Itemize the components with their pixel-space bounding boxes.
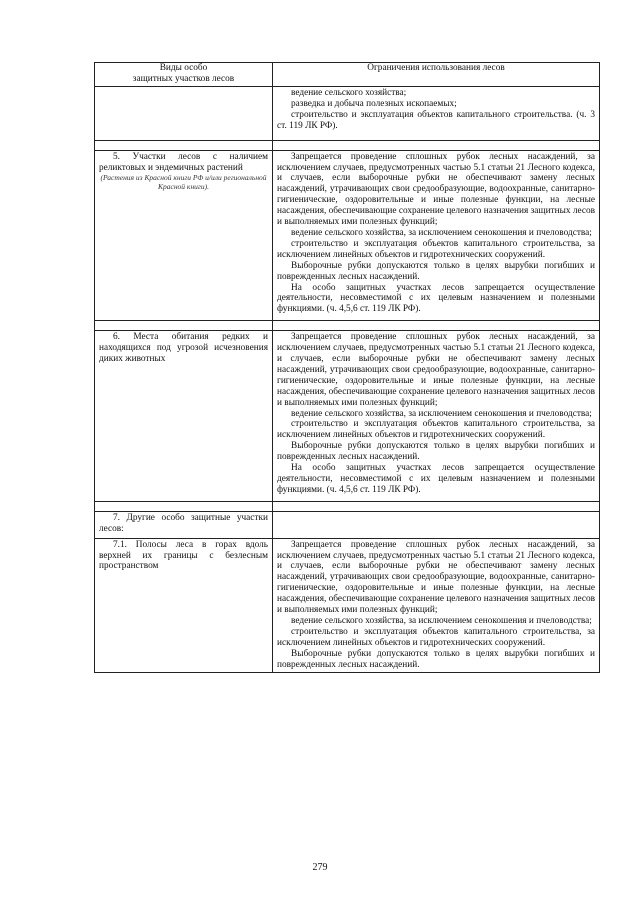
row7-name: 7. Другие особо защитные участки лесов: bbox=[99, 512, 268, 534]
paragraph: строительство и эксплуатация объектов капитального строительства, за исключением линейных объектов и гидротехнических сооружений. bbox=[277, 626, 595, 648]
row-spacer bbox=[95, 501, 600, 511]
header-col1-text: Виды особо защитных участков лесов bbox=[132, 63, 235, 84]
paragraph: разведка и добыча полезных ископаемых; bbox=[291, 98, 457, 109]
header-restrictions bbox=[273, 63, 600, 87]
row7-restrictions-cell bbox=[273, 511, 600, 538]
header-forest-types bbox=[95, 63, 273, 87]
row6-name: 6. Места обитания редких и находящихся под угрозой исчезновения диких животных bbox=[99, 332, 268, 365]
continuation-restrictions-cell bbox=[273, 87, 600, 141]
row6-name-cell bbox=[95, 331, 273, 502]
paragraph: На особо защитных участках лесов запрещается осуществление деятельности, несовместимой с их целевым назначением и полезными функциями. (ч. 4,5,6 ст. 119 ЛК РФ). bbox=[277, 463, 595, 495]
table-row-6 bbox=[95, 331, 600, 502]
row71-name-cell bbox=[95, 538, 273, 672]
row5-restrictions-cell bbox=[273, 150, 600, 321]
row-spacer bbox=[95, 321, 600, 331]
table-row-7-1 bbox=[95, 538, 600, 672]
continuation-name-cell bbox=[95, 87, 273, 141]
row71-restrictions-cell bbox=[273, 538, 600, 672]
table-row-7 bbox=[95, 511, 600, 538]
paragraph: Выборочные рубки допускаются только в целях вырубки погибших и поврежденных лесных насаждений. bbox=[277, 441, 595, 463]
paragraph: ведение сельского хозяйства, за исключением сенокошения и пчеловодства; bbox=[291, 408, 592, 419]
row-spacer bbox=[95, 140, 600, 150]
paragraph: ведение сельского хозяйства, за исключением сенокошения и пчеловодства; bbox=[291, 227, 592, 238]
header-col2-text: Ограничения использования лесов bbox=[367, 63, 505, 73]
paragraph: Запрещается проведение сплошных рубок лесных насаждений, за исключением случаев, предусмотренных частью 5.1 статьи 21 Лесного кодекса, и случаев, если выборочные рубки не обеспечивают замену лесных насаждений, утрачивающих свои средообразующие, водоохранные, санитарно-гигиенические, оздоровительные и иные полезные функции, на лесные насаждения, обеспечивающие сохранение целевого назначения защитных лесов и выполняемых ими полезных функций; bbox=[277, 151, 595, 228]
row7-name-cell bbox=[95, 511, 273, 538]
paragraph: строительство и эксплуатация объектов капитального строительства. (ч. 3 ст. 119 ЛК РФ). bbox=[277, 109, 595, 131]
row5-name-cell bbox=[95, 150, 273, 321]
table-header-row bbox=[95, 63, 600, 87]
row5-name: 5. Участки лесов с наличием реликтовых и эндемичных растений bbox=[99, 151, 268, 173]
paragraph: ведение сельского хозяйства; bbox=[291, 88, 407, 98]
paragraph: Запрещается проведение сплошных рубок лесных насаждений, за исключением случаев, предусмотренных частью 5.1 статьи 21 Лесного кодекса, и случаев, если выборочные рубки не обеспечивают замену лесных насаждений, утрачивающих свои средообразующие, водоохранные, санитарно-гигиенические, оздоровительные и иные полезные функции, на лесные насаждения, обеспечивающие сохранение целевого назначения защитных лесов и выполняемых ими полезных функций; bbox=[277, 539, 595, 616]
row6-restrictions-cell bbox=[273, 331, 600, 502]
paragraph: ведение сельского хозяйства, за исключением сенокошения и пчеловодства; bbox=[291, 615, 592, 626]
page-number: 279 bbox=[312, 862, 328, 873]
row71-name: 7.1. Полосы леса в горах вдоль верхней их границы с безлесным пространством bbox=[99, 539, 268, 572]
table-row-5 bbox=[95, 150, 600, 321]
paragraph: строительство и эксплуатация объектов капитального строительства, за исключением линейных объектов и гидротехнических сооружений. bbox=[277, 238, 595, 260]
paragraph: Запрещается проведение сплошных рубок лесных насаждений, за исключением случаев, предусмотренных частью 5.1 статьи 21 Лесного кодекса, и случаев, если выборочные рубки не обеспечивают замену лесных насаждений, утрачивающих свои средообразующие, водоохранные, санитарно-гигиенические, оздоровительные и иные полезные функции, на лесные насаждения, обеспечивающие сохранение целевого назначения защитных лесов и выполняемых ими полезных функций; bbox=[277, 332, 595, 408]
restrictions-table bbox=[94, 62, 600, 673]
paragraph: Выборочные рубки допускаются только в целях вырубки погибших и поврежденных лесных насаждений. bbox=[277, 648, 595, 670]
paragraph: Выборочные рубки допускаются только в целях вырубки погибших и поврежденных лесных насаждений. bbox=[277, 260, 595, 282]
paragraph: На особо защитных участках лесов запрещается осуществление деятельности, несовместимой с их целевым назначением и полезными функциями. (ч. 4,5,6 ст. 119 ЛК РФ). bbox=[277, 282, 595, 315]
paragraph: строительство и эксплуатация объектов капитального строительства, за исключением линейных объектов и гидротехнических сооружений. bbox=[277, 419, 595, 441]
row5-note: (Растения из Красной книги РФ и/или региональной Красной книги). bbox=[100, 173, 267, 192]
table-row-continuation bbox=[95, 87, 600, 141]
